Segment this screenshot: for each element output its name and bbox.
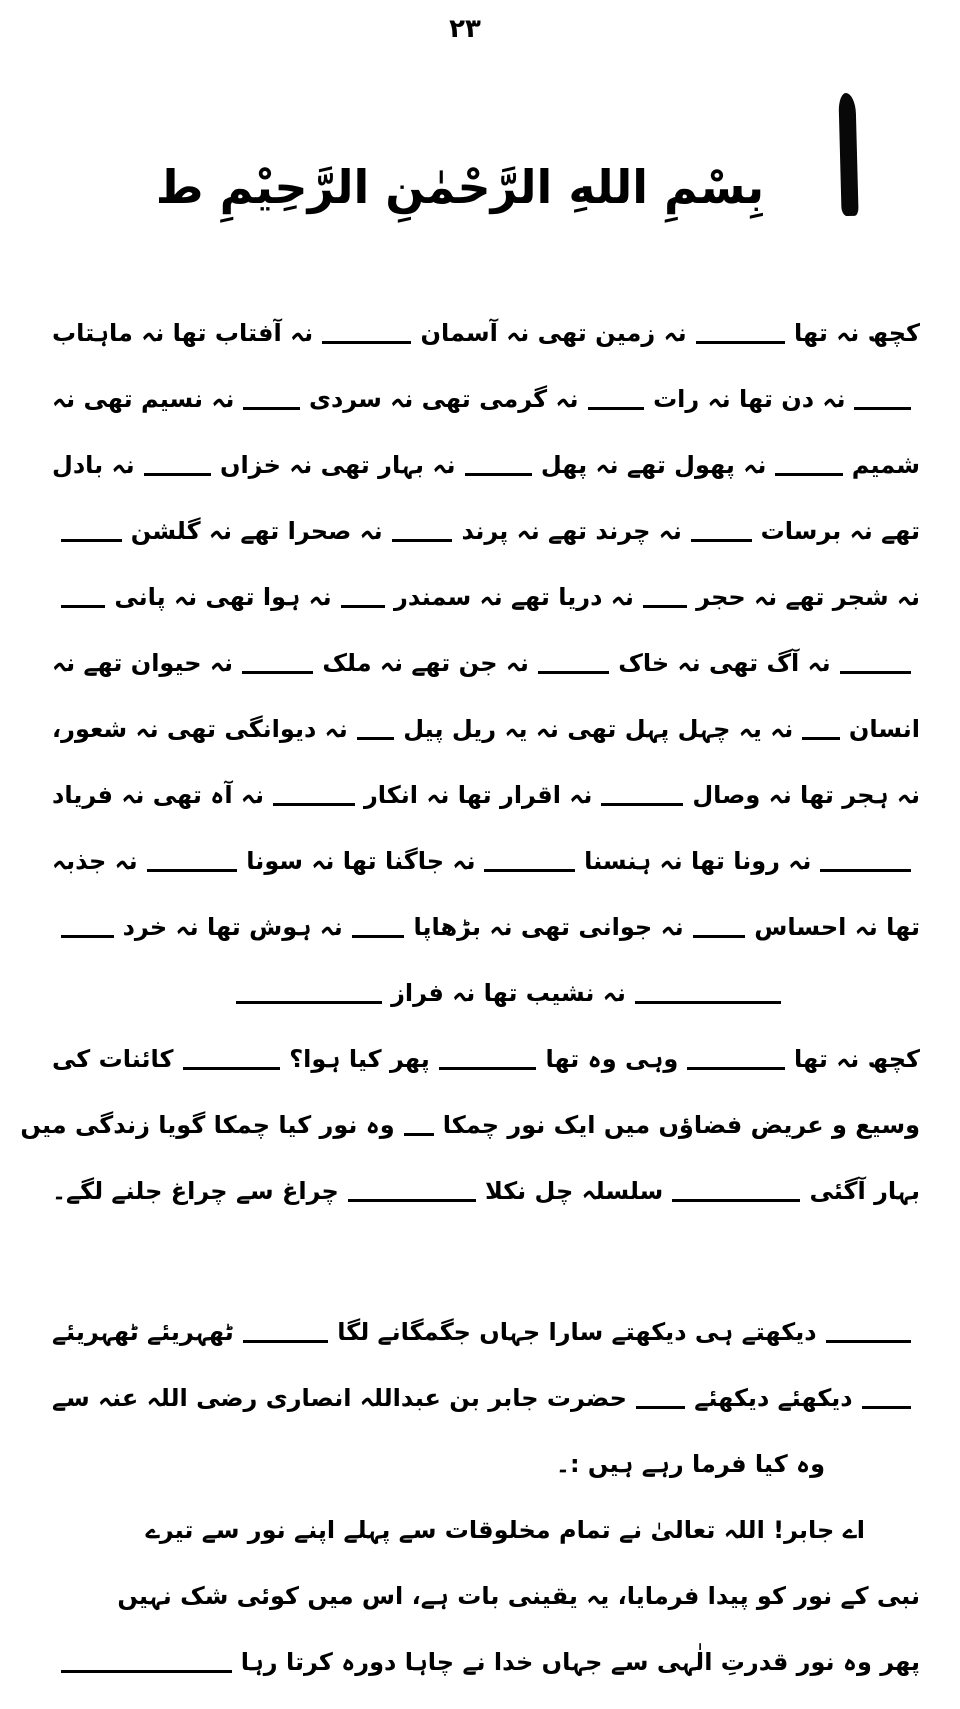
dash-rule	[322, 341, 411, 344]
dash-rule	[693, 935, 746, 938]
dash-rule	[61, 605, 105, 608]
text-line	[52, 300, 920, 366]
text-line	[52, 366, 920, 432]
text-segment: انسان	[848, 715, 920, 743]
text-segment: نہ نسیم تھی نہ	[52, 385, 235, 413]
dash-rule	[147, 869, 238, 872]
body-text	[20, 300, 920, 1695]
text-segment: بہار آگئی	[809, 1177, 920, 1205]
text-segment: تھے نہ برسات	[760, 517, 920, 545]
text-line	[52, 960, 920, 1026]
dash-rule	[687, 1067, 785, 1070]
dash-rule	[691, 539, 752, 542]
text-segment: نبی کے نور کو پیدا فرمایا، یہ یقینی بات ہے، اس میں کوئی شک نہیں	[117, 1582, 920, 1610]
text-line	[52, 1026, 920, 1092]
text-segment: شمیم	[851, 451, 920, 479]
dash-rule	[61, 935, 114, 938]
text-line	[52, 564, 920, 630]
text-segment: چراغ سے چراغ جلنے لگے۔	[51, 1177, 339, 1205]
text-segment: نہ جن تھے نہ ملک	[322, 649, 529, 677]
text-segment: نہ گرمی تھی نہ سردی	[308, 385, 579, 413]
text-segment: وسیع و عریض فضاؤں میں ایک نور چمکا	[442, 1111, 920, 1139]
text-segment: نہ آہ تھی نہ فریاد	[52, 781, 264, 809]
text-segment: نہ شجر تھے نہ حجر	[696, 583, 920, 611]
dash-rule	[840, 671, 911, 674]
dash-rule	[183, 1067, 281, 1070]
text-line	[52, 1563, 920, 1629]
text-segment: کچھ نہ تھا	[793, 319, 920, 347]
text-segment: نہ صحرا تھے نہ گلشن	[130, 517, 383, 545]
dash-rule	[636, 1406, 685, 1409]
dash-rule	[672, 1199, 800, 1202]
bismillah-calligraphy: بِسْمِ اللهِ الرَّحْمٰنِ الرَّحِيْمِ ط	[155, 160, 765, 214]
text-segment: نہ ہوش تھا نہ خرد	[122, 913, 343, 941]
dash-rule	[635, 1001, 781, 1004]
text-line	[52, 1431, 920, 1497]
text-segment: دیکھتے ہی دیکھتے سارا جہاں جگمگانے لگا	[337, 1318, 817, 1346]
text-line	[52, 1299, 920, 1365]
dash-rule	[696, 341, 785, 344]
dash-rule	[588, 407, 645, 410]
text-segment: نہ جذبہ	[52, 847, 138, 875]
text-segment: سلسلہ چل نکلا	[484, 1177, 664, 1205]
text-line	[52, 498, 920, 564]
text-segment: وہ نور کیا چمکا گویا زندگی میں	[20, 1111, 395, 1139]
text-segment: پھر کیا ہوا؟	[289, 1045, 430, 1073]
text-segment: نہ یہ چہل پہل تھی نہ یہ ریل پیل	[403, 715, 794, 743]
text-segment: نہ دن تھا نہ رات	[653, 385, 846, 413]
dash-rule	[144, 473, 211, 476]
text-line	[52, 762, 920, 828]
text-segment: نہ رونا تھا نہ ہنسنا	[584, 847, 812, 875]
dash-rule	[465, 473, 532, 476]
text-segment: نہ آگ تھی نہ خاک	[618, 649, 831, 677]
text-segment: تھا نہ احساس	[754, 913, 920, 941]
text-segment: نہ زمین تھی نہ آسمان	[420, 319, 687, 347]
dash-rule	[802, 737, 840, 740]
text-line	[52, 432, 920, 498]
dash-rule	[357, 737, 395, 740]
dash-rule	[392, 539, 453, 542]
dash-rule	[242, 671, 313, 674]
text-line	[52, 828, 920, 894]
text-segment: نہ دریا تھے نہ سمندر	[394, 583, 634, 611]
page-number: ٢٣	[449, 14, 481, 44]
text-segment: وہ کیا فرما رہے ہیں :۔	[555, 1450, 825, 1478]
dash-rule	[826, 1340, 911, 1343]
text-segment: نہ جاگنا تھا نہ سونا	[246, 847, 476, 875]
dash-rule	[243, 407, 300, 410]
text-segment: نہ آفتاب تھا نہ ماہتاب	[52, 319, 314, 347]
text-segment: دیکھئے دیکھئے	[694, 1384, 853, 1412]
text-segment: کچھ نہ تھا	[793, 1045, 920, 1073]
text-line	[52, 1629, 920, 1695]
dash-rule	[236, 1001, 382, 1004]
dash-rule	[341, 605, 385, 608]
dash-rule	[61, 1670, 232, 1673]
text-segment: نہ ہوا تھی نہ پانی	[114, 583, 332, 611]
text-line	[52, 630, 920, 696]
text-segment: نہ نشیب تھا نہ فراز	[391, 979, 626, 1007]
dash-rule	[484, 869, 575, 872]
dash-rule	[820, 869, 911, 872]
dash-rule	[352, 935, 405, 938]
text-segment: نہ اقرار تھا نہ انکار	[363, 781, 593, 809]
text-line	[52, 1497, 920, 1563]
dash-rule	[862, 1406, 911, 1409]
dash-rule	[775, 473, 842, 476]
text-segment: نہ بہار تھی نہ خزاں	[219, 451, 456, 479]
dash-rule	[643, 605, 687, 608]
text-segment: نہ چرند تھے نہ پرند	[461, 517, 682, 545]
dash-rule	[273, 803, 355, 806]
text-segment: نہ پھول تھے نہ پھل	[540, 451, 767, 479]
dash-rule	[538, 671, 609, 674]
text-segment: اے جابر! اللہ تعالیٰ نے تمام مخلوقات سے پہلے اپنے نور سے تیرے	[145, 1516, 865, 1544]
text-line	[52, 1158, 920, 1224]
text-segment: پھر وہ نور قدرتِ الٰہی سے جہاں خدا نے چاہا دورہ کرتا رہا	[240, 1648, 920, 1676]
dash-rule	[243, 1340, 328, 1343]
text-segment: وہی وہ تھا	[545, 1045, 679, 1073]
text-line	[52, 894, 920, 960]
text-segment: نہ جوانی تھی نہ بڑھاپا	[413, 913, 684, 941]
dash-rule	[854, 407, 911, 410]
text-line	[52, 696, 920, 762]
text-segment: ٹھہریئے ٹھہریئے	[51, 1318, 234, 1346]
dash-rule	[439, 1067, 537, 1070]
dash-rule	[348, 1199, 476, 1202]
text-segment: حضرت جابر بن عبداللہ انصاری رضی اللہ عنہ سے	[52, 1384, 627, 1412]
text-line	[52, 1365, 920, 1431]
dash-rule	[404, 1133, 434, 1136]
dash-rule	[61, 539, 122, 542]
text-segment: نہ حیوان تھے نہ	[52, 649, 233, 677]
text-segment: کائنات کی	[52, 1045, 174, 1073]
text-segment: نہ دیوانگی تھی نہ شعور،	[52, 715, 348, 743]
text-segment: نہ بادل	[52, 451, 135, 479]
text-segment: نہ ہجر تھا نہ وصال	[692, 781, 920, 809]
dash-rule	[601, 803, 683, 806]
text-line	[20, 1092, 920, 1158]
